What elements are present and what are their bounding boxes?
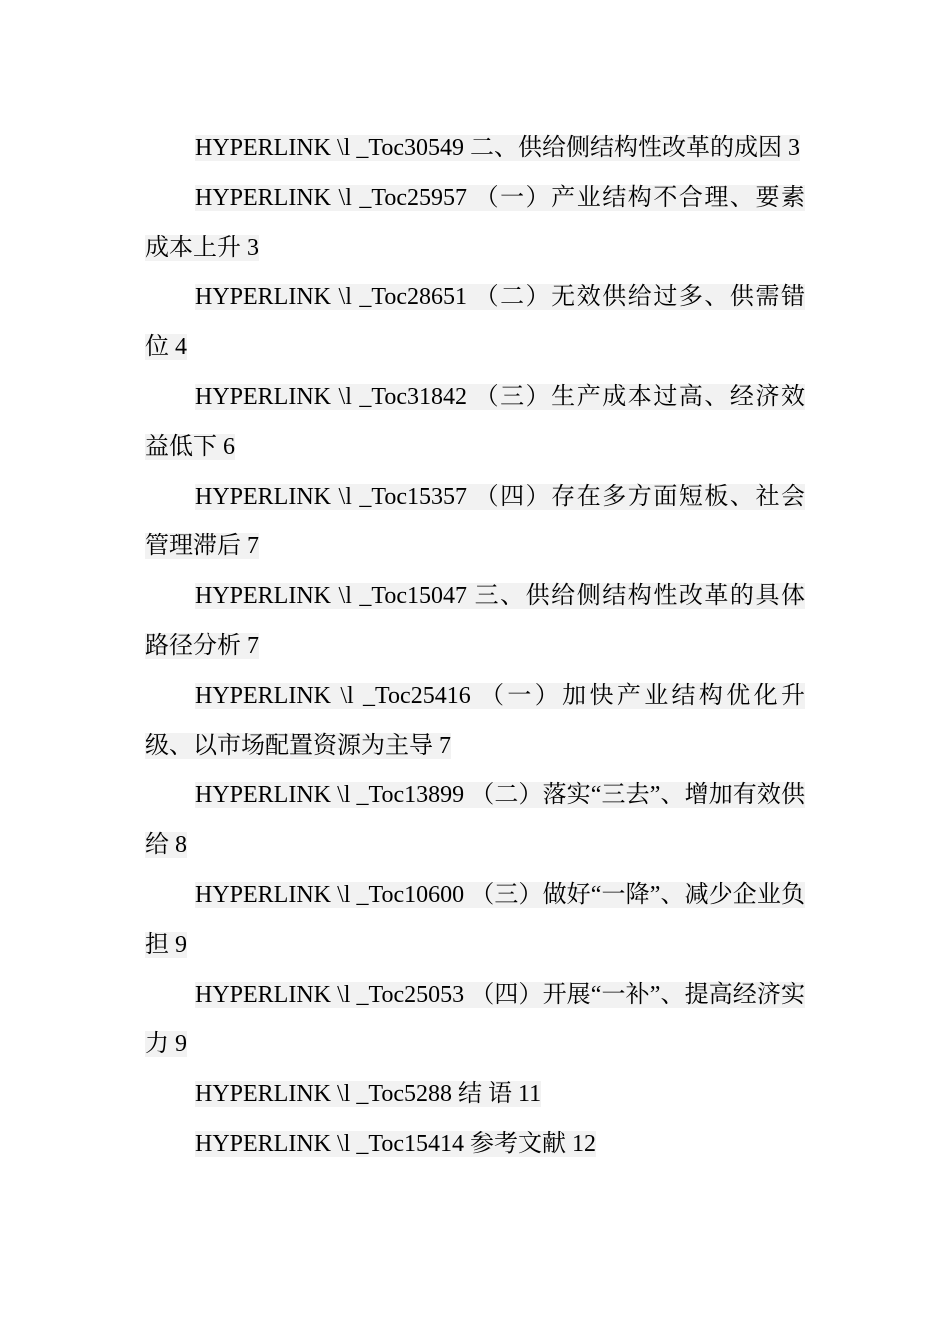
toc-entry-text: HYPERLINK \l _Toc5288 结 语 11 xyxy=(195,1081,542,1108)
toc-entry-text: HYPERLINK \l _Toc13899 （二）落实“三去”、增加有效供给 8 xyxy=(145,782,805,859)
toc-entry-text: HYPERLINK \l _Toc10600 （三）做好“一降”、减少企业负担 9 xyxy=(145,881,805,958)
toc-entry[interactable] xyxy=(145,871,805,971)
toc-entry-text: HYPERLINK \l _Toc25416 （一）加快产业结构优化升级、以市场配置资源为主导 7 xyxy=(145,682,805,759)
toc-entry[interactable] xyxy=(145,124,805,174)
toc-entry[interactable] xyxy=(145,672,805,772)
toc-entry-text: HYPERLINK \l _Toc30549 二、供给侧结构性改革的成因 3 xyxy=(195,135,800,161)
toc-entry[interactable] xyxy=(145,572,805,672)
toc-entry-text: HYPERLINK \l _Toc15357 （四）存在多方面短板、社会管理滞后 7 xyxy=(145,483,805,560)
toc-entry[interactable] xyxy=(145,373,805,473)
toc-entry-text: HYPERLINK \l _Toc15414 参考文献 12 xyxy=(195,1130,596,1157)
toc-entry-text: HYPERLINK \l _Toc28651 （二）无效供给过多、供需错位 4 xyxy=(145,284,805,361)
toc-entry[interactable] xyxy=(145,971,805,1071)
toc-entry[interactable] xyxy=(145,174,805,274)
toc-entry[interactable] xyxy=(145,771,805,871)
table-of-contents xyxy=(145,124,805,1170)
toc-entry[interactable] xyxy=(145,1120,805,1170)
toc-entry-text: HYPERLINK \l _Toc31842 （三）生产成本过高、经济效益低下 6 xyxy=(145,383,805,460)
toc-entry[interactable] xyxy=(145,1070,805,1120)
toc-entry[interactable] xyxy=(145,473,805,573)
toc-entry[interactable] xyxy=(145,273,805,373)
toc-entry-text: HYPERLINK \l _Toc25053 （四）开展“一补”、提高经济实力 9 xyxy=(145,981,805,1058)
toc-entry-text: HYPERLINK \l _Toc25957 （一）产业结构不合理、要素成本上升 3 xyxy=(145,184,805,261)
toc-entry-text: HYPERLINK \l _Toc15047 三、供给侧结构性改革的具体路径分析 7 xyxy=(145,583,805,659)
